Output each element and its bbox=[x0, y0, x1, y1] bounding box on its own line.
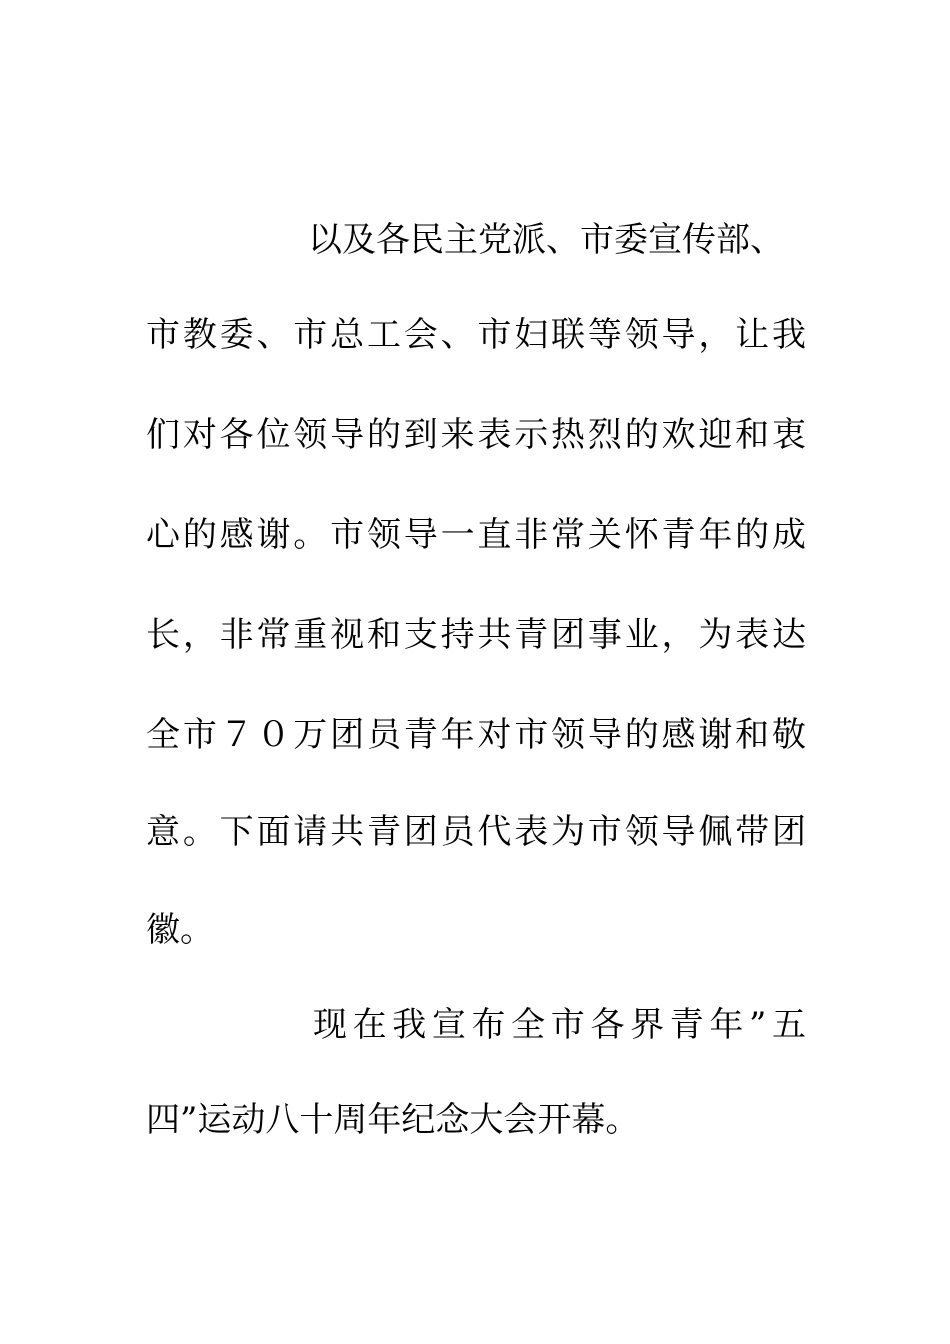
paragraph-1-line-5: 长，非常重视和支持共青团事业，为表达 bbox=[146, 615, 806, 655]
paragraph-1-line-8: 徽。 bbox=[146, 910, 214, 950]
paragraph-1-line-7: 意。下面请共青团员代表为市领导佩带团 bbox=[146, 812, 806, 852]
paragraph-1-line-2: 市教委、市总工会、市妇联等领导，让我 bbox=[146, 315, 806, 355]
paragraph-2-line-1: 现在我宣布全市各界青年”五 bbox=[313, 1005, 806, 1045]
paragraph-1-line-3: 们对各位领导的到来表示热烈的欢迎和衷 bbox=[146, 415, 806, 455]
paragraph-1-line-1: 以及各民主党派、市委宣传部、 bbox=[308, 220, 784, 260]
paragraph-1-line-4: 心的感谢。市领导一直非常关怀青年的成 bbox=[146, 515, 806, 555]
paragraph-2-line-2: 四”运动八十周年纪念大会开幕。 bbox=[146, 1100, 640, 1140]
paragraph-1-line-6: 全市７０万团员青年对市领导的感谢和敬 bbox=[146, 715, 806, 755]
